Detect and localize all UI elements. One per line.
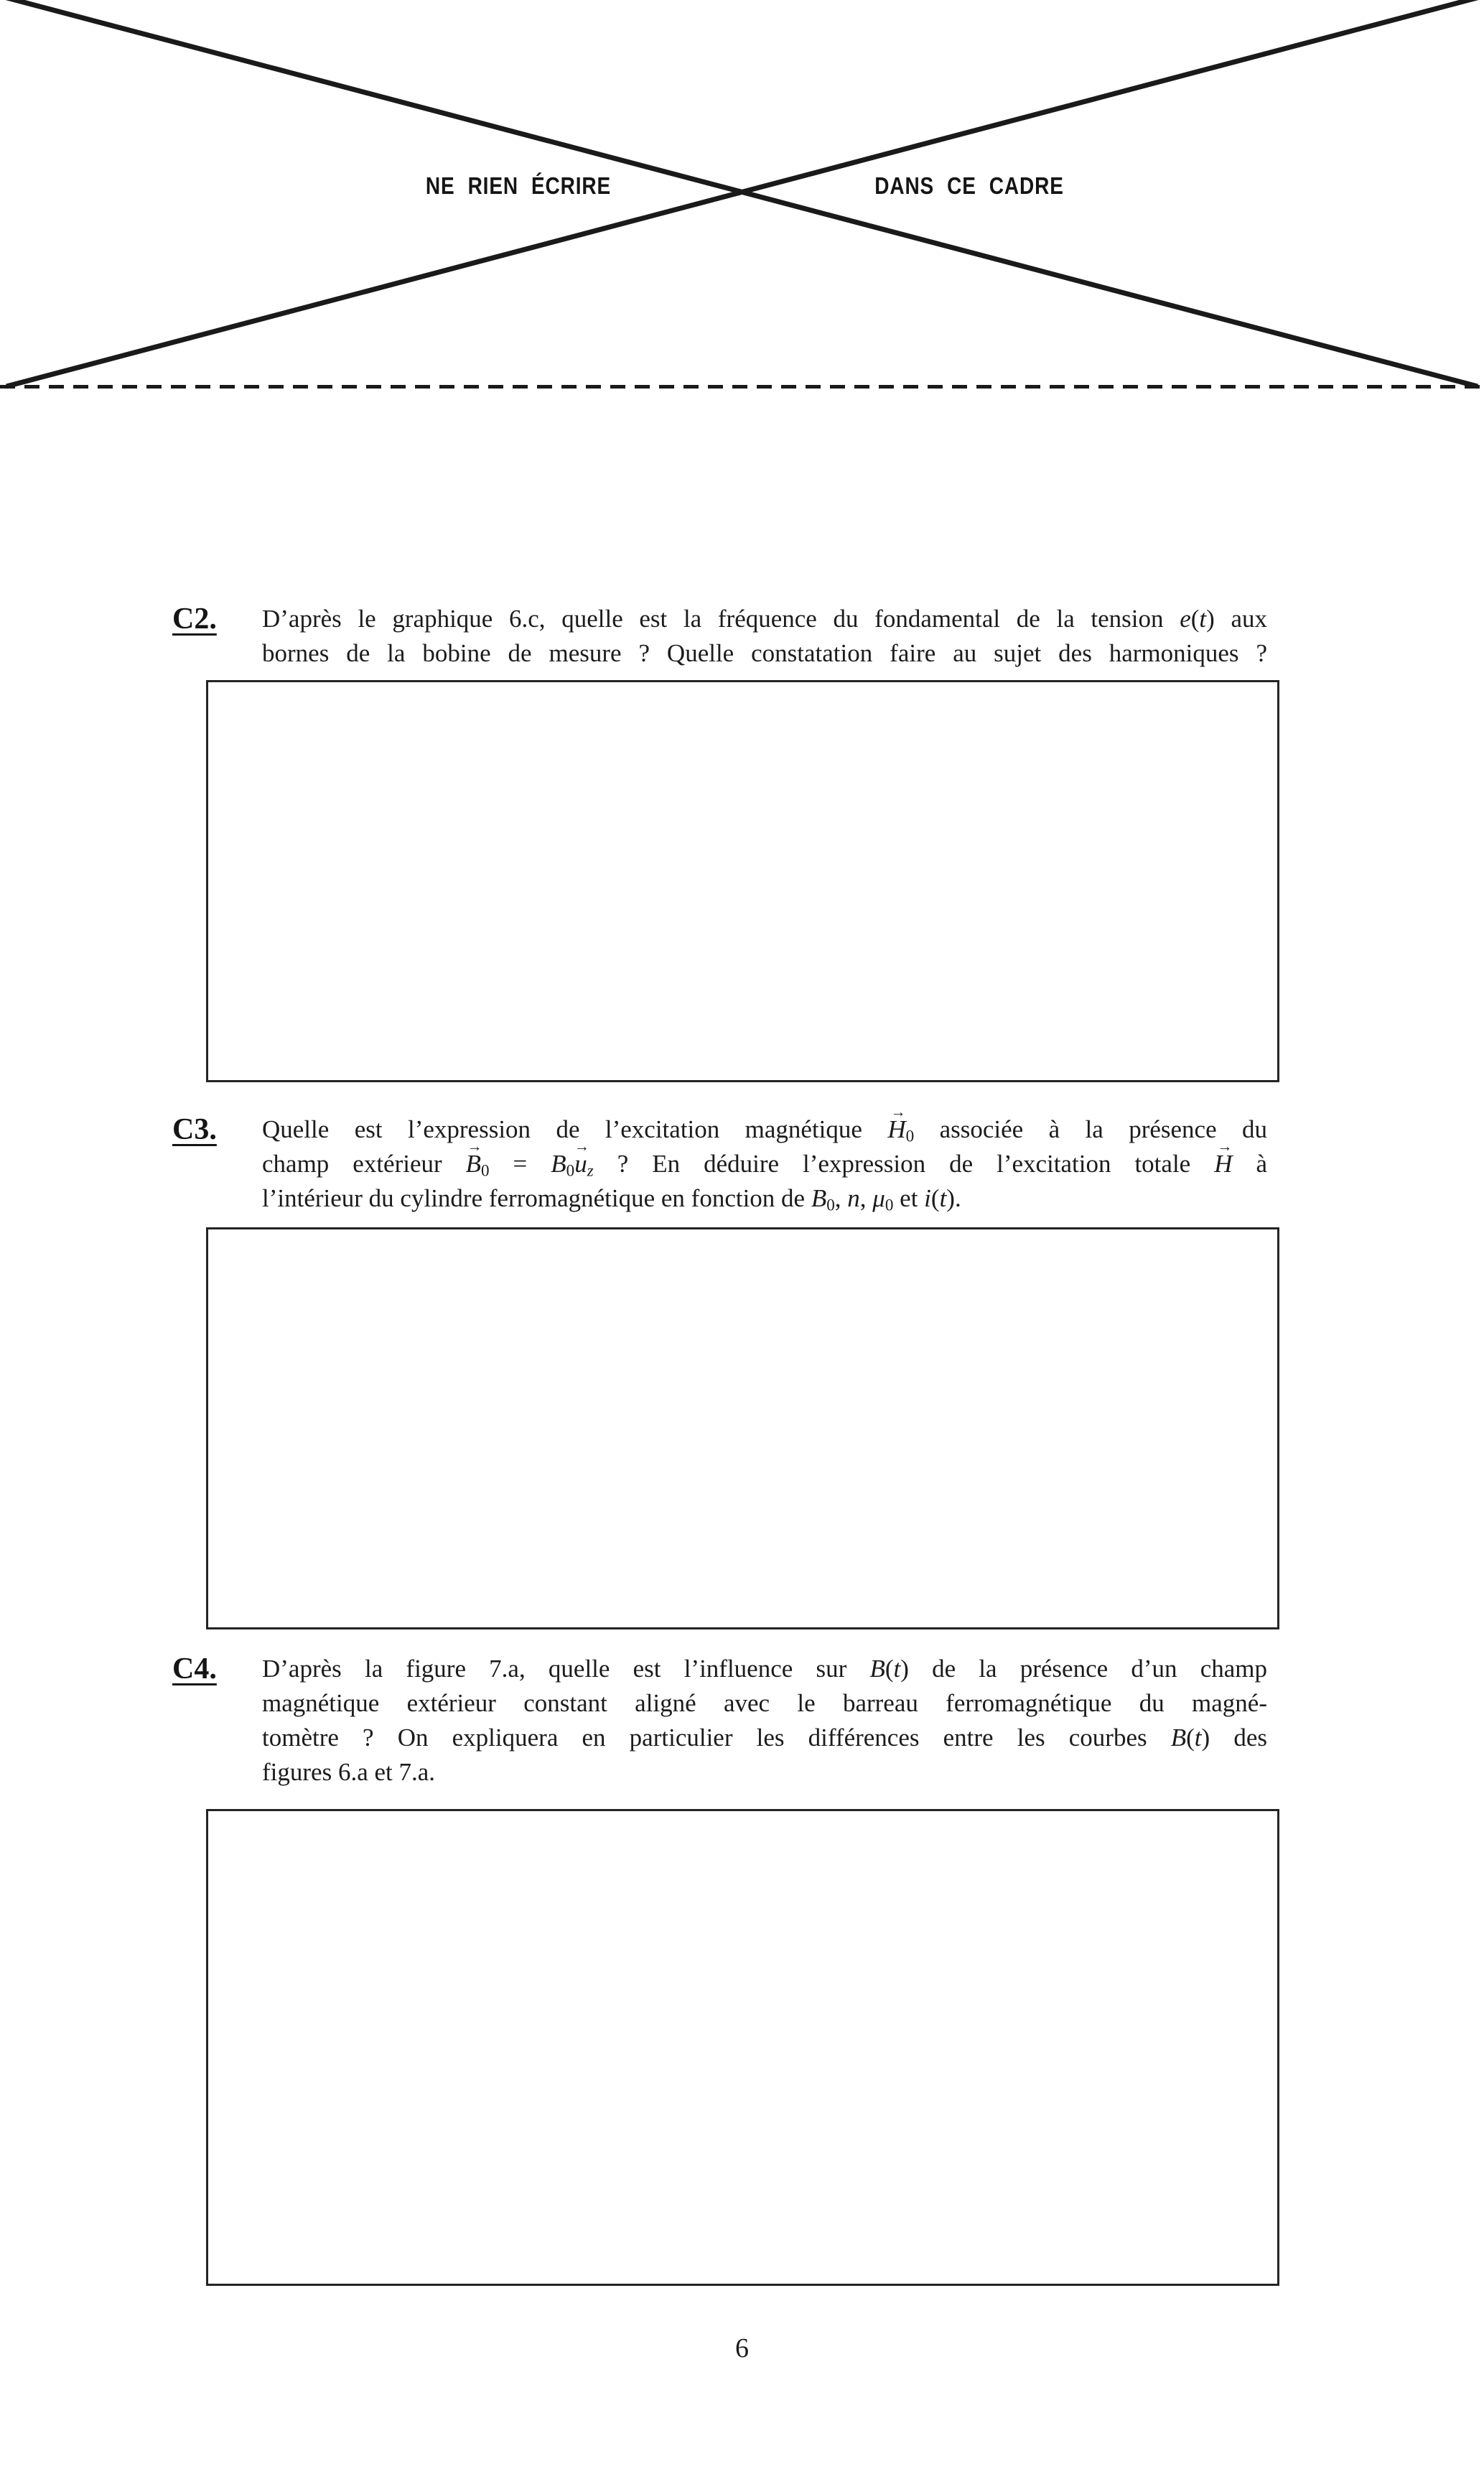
answer-box-c3 xyxy=(206,1227,1279,1629)
answer-box-c2 xyxy=(206,680,1279,1082)
question-c4-label: C4. xyxy=(172,1652,217,1685)
page-number: 6 xyxy=(735,2333,749,2363)
question-c3-text: Quelle est l’expression de l’excitation magnétique → $H_0$ associée à la présence du champ extérieur → $B_0 = B_0\to u_z$ ? En déduire l’expression de l’excitation totale → H à l’intérieur du cylindre ferromagnétique en fonction de $B_0$, n, $\mu_0$ et i(t). xyxy=(262,1112,1267,1216)
question-c2-text: D’après le graphique 6.c, quelle est la fréquence du fondamental de la tension e(t) aux bornes de la bobine de mesure ? Quelle constatation faire au sujet des harmoniques ? xyxy=(262,605,1267,667)
answer-box-c4 xyxy=(206,1809,1279,2286)
question-c4-text: D’après la figure 7.a, quelle est l’influence sur B(t) de la présence d’un champ magnétique extérieur constant aligné avec le barreau ferromagnétique du magné- tomètre ? On expliquera en particulier les différences entre les courbes B(t) des figures 6.a et 7.a. xyxy=(262,1655,1267,1786)
question-c3-label: C3. xyxy=(172,1113,217,1146)
do-not-write-cross xyxy=(0,0,1484,391)
dashed-cut-line xyxy=(0,385,1484,389)
header-label-ne-rien-ecrire: NE RIEN ÉCRIRE xyxy=(425,172,612,199)
header-label-dans-ce-cadre: DANS CE CADRE xyxy=(874,172,1064,199)
question-c2-label: C2. xyxy=(172,603,217,636)
